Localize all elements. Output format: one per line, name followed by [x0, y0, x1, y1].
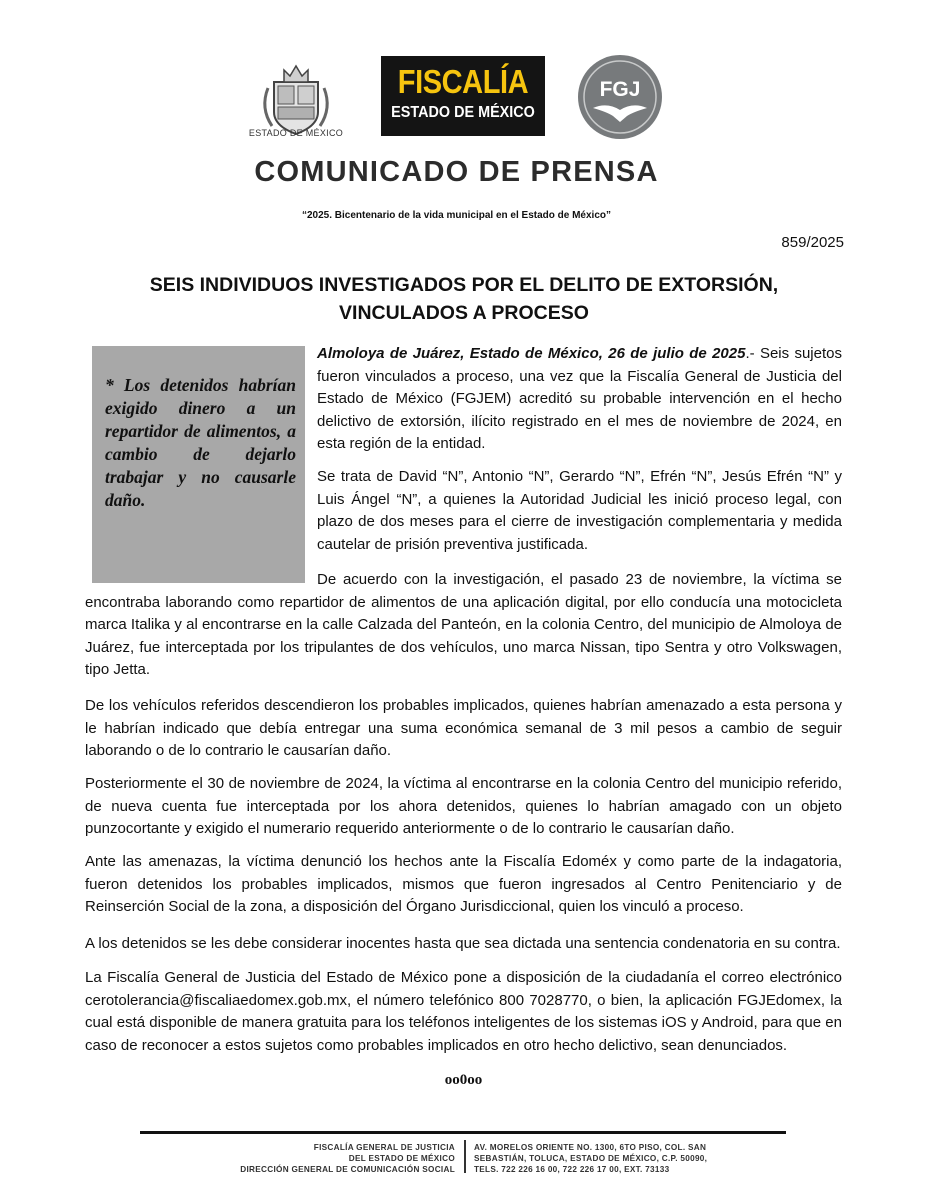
body-paragraph-3: De acuerdo con la investigación, el pasado 23 de noviembre, la víctima se encontraba laborando como repartidor de alimentos de una aplicación digital, por ello conducía una motocicleta marca Italika y al encontrarse en la calle Calzada del Panteón, en la colonia Centro, del municipio de Almoloya de Juárez, fue interceptada por los tripulantes de dos vehículos, uno marca Nissan, tipo Sentra y otro Volkswagen, tipo Jetta. [85, 571, 842, 678]
motto: “2025. Bicentenario de la vida municipal en el Estado de México” [302, 210, 611, 221]
bulletin-number: 859/2025 [781, 234, 844, 251]
fgj-logo [575, 52, 665, 142]
footer-rule [140, 1131, 786, 1134]
highlight-text: * Los detenidos habrían exigido dinero a un repartidor de alimentos, a cambio de dejarlo trabajar y no causarle daño. [105, 375, 296, 510]
headline [84, 271, 844, 327]
footer-address [474, 1142, 794, 1175]
footer-divider [464, 1140, 466, 1173]
footer-address-line: TELS. 722 226 16 00, 722 226 17 00, EXT. 73133 [474, 1165, 670, 1174]
body-paragraph-5: Posteriormente el 30 de noviembre de 2024, la víctima al encontrarse en la colonia Centro del municipio referido, de nueva cuenta fue interceptada por los ahora detenidos, quienes lo habrían amagado con un objeto punzocortante y exigido el numerario requerido anteriormente o de lo contrario le causarían daño. [85, 775, 842, 837]
headline-line1: SEIS INDIVIDUOS INVESTIGADOS POR EL DELITO DE EXTORSIÓN, [149, 274, 779, 296]
fiscalia-logo-line1: FISCALÍA [397, 63, 529, 100]
footer-address-line: SEBASTIÁN, TOLUCA, ESTADO DE MÉXICO, C.P. 50090, [474, 1154, 708, 1163]
seal-caption: ESTADO DE MÉXICO [248, 128, 344, 138]
fgj-logo-text: FGJ [599, 78, 641, 101]
dateline: Almoloya de Juárez, Estado de México, 26 de julio de 2025 [317, 345, 746, 362]
headline-line2: VINCULADOS A PROCESO [339, 302, 589, 324]
fiscalia-logo-line2: ESTADO DE MÉXICO [391, 104, 535, 121]
footer-institution-line: DEL ESTADO DE MÉXICO [348, 1154, 455, 1163]
press-release-title: COMUNICADO DE PRENSA [254, 156, 659, 188]
footer-institution-line: FISCALÍA GENERAL DE JUSTICIA [313, 1143, 455, 1152]
body-paragraph-2: Se trata de David “N”, Antonio “N”, Gerardo “N”, Efrén “N”, Jesús Efrén “N” y Luis Ángel “N”, a quienes la Autoridad Judicial les inició proceso legal, con plazo de dos meses para el cierre de investigación complementaria y medida cautelar de prisión preventiva justificada. [317, 468, 842, 553]
body-paragraph-7: A los detenidos se les debe considerar inocentes hasta que sea dictada una sentencia condenatoria en su contra. [85, 935, 841, 952]
highlight-box [92, 346, 305, 583]
body-paragraph-4: De los vehículos referidos descendieron los probables implicados, quienes habrían amenazado a esta persona y le habrían indicado que debía entregar una suma económica semanal de 3 mil pesos a cambio de seguir laborando o de lo contrario le causarían daño. [85, 697, 842, 759]
footer-address-line: AV. MORELOS ORIENTE NO. 1300, 6TO PISO, COL. SAN [474, 1143, 707, 1152]
paragraph-1-text: .- Seis sujetos fueron vinculados a proceso, una vez que la Fiscalía General de Justicia del Estado de México (FGJEM) acreditó su probable intervención en el hecho delictivo de extorsión, ilícito registrado en el mes de noviembre de 2024, en esta región de la entidad. [317, 345, 842, 452]
body-paragraph-6: Ante las amenazas, la víctima denunció los hechos ante la Fiscalía Edoméx y como parte de la indagatoria, fueron detenidos los probables implicados, mismos que fueron ingresados al Centro Penitenciario y de Reinserción Social de la zona, a disposición del Órgano Jurisdiccional, quien los vinculó a proceso. [85, 853, 842, 915]
body-paragraph-8: La Fiscalía General de Justicia del Estado de México pone a disposición de la ciudadanía el correo electrónico cerotolerancia@fiscaliaedomex.gob.mx, el número telefónico 800 7028770, o bien, la aplicación FGJEdomex, la cual está disponible de manera gratuita para los teléfonos inteligentes de los sistemas iOS y Android, para que en caso de reconocer a estos sujetos como probables implicados en otro hecho delictivo, sean denunciados. [85, 969, 842, 1054]
footer-institution [140, 1142, 455, 1175]
closing-mark: oo0oo [444, 1072, 483, 1088]
body-paragraph-1 [317, 343, 842, 456]
footer-institution-line: DIRECCIÓN GENERAL DE COMUNICACIÓN SOCIAL [240, 1165, 455, 1174]
fiscalia-logo [381, 56, 545, 136]
